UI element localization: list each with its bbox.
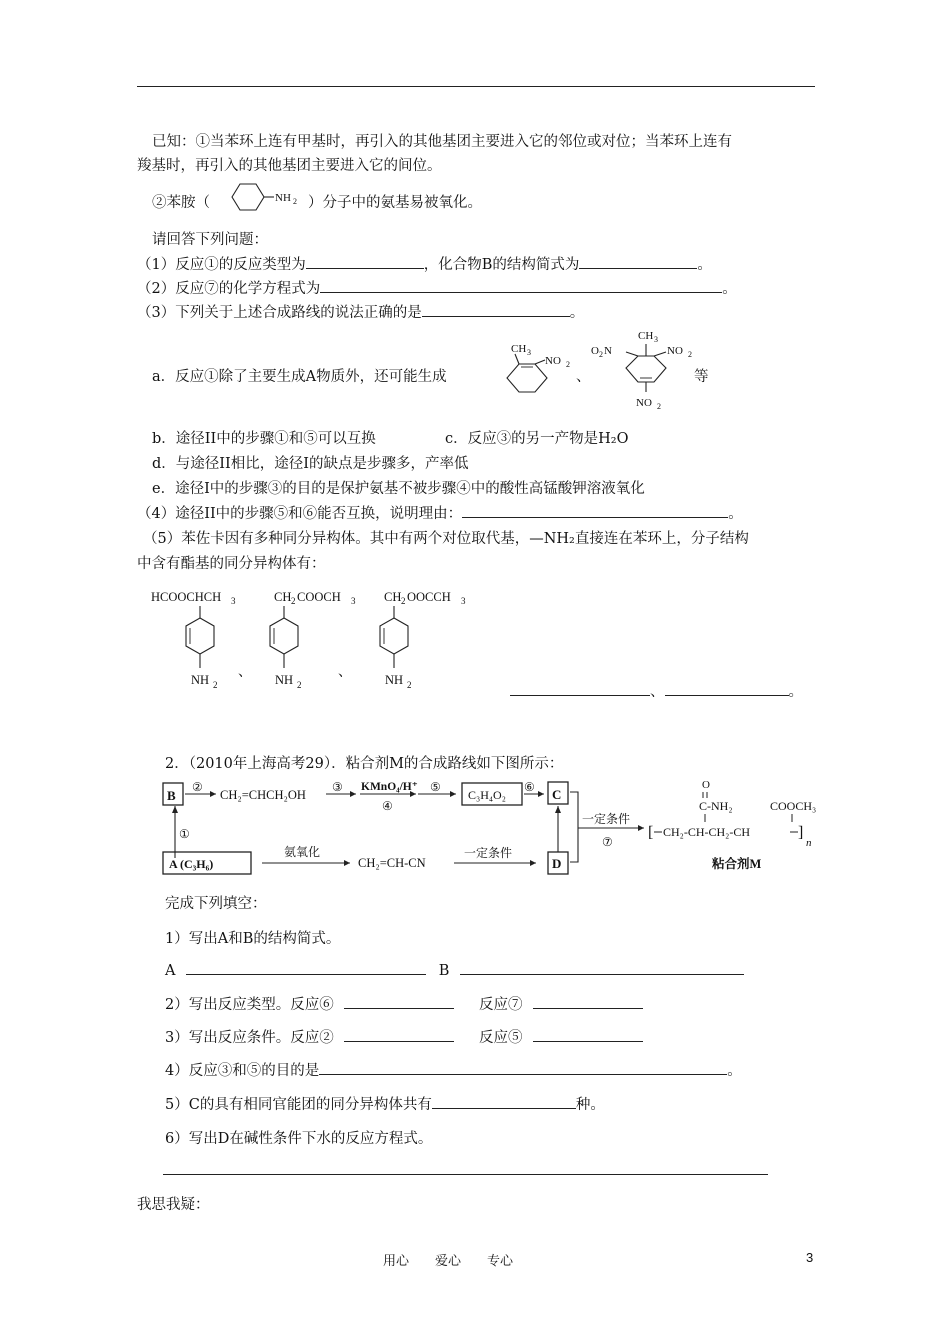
q2-s5-line bbox=[165, 1093, 605, 1114]
scheme-A: A (C₃H₆) bbox=[169, 857, 214, 871]
q2-B-label: B bbox=[438, 963, 450, 979]
scheme-c3h4o2: C₃H₄O₂ bbox=[468, 788, 506, 802]
tnt-o2n-n: N bbox=[604, 345, 612, 357]
sub3-blank[interactable] bbox=[422, 302, 570, 317]
q2-s6-answer-line[interactable] bbox=[163, 1174, 768, 1175]
q2-s4-line bbox=[165, 1059, 742, 1080]
scheme-cond: 一定条件 bbox=[582, 812, 631, 826]
nitro-no2: NO bbox=[545, 355, 561, 367]
isomer-3 bbox=[380, 590, 466, 690]
isomer-2-bottom-sub: 2 bbox=[297, 680, 302, 690]
tnt-o2n-sub: 2 bbox=[599, 350, 603, 359]
scheme-amide-o: O bbox=[702, 779, 710, 791]
sub3-label: （3）下列关于上述合成路线的说法正确的是 bbox=[137, 305, 422, 321]
q2-s1: 1）写出A和B的结构简式。 bbox=[165, 931, 341, 947]
scheme-acrylonitrile: CH₂=CH-CN bbox=[358, 856, 426, 870]
scheme-amide: C-NH₂ bbox=[699, 799, 733, 813]
q2-B-blank[interactable] bbox=[460, 960, 744, 975]
tnt-no2-bottom: NO bbox=[636, 397, 652, 409]
sub5-blank-2[interactable] bbox=[665, 681, 789, 696]
q2-A-label: A bbox=[165, 963, 176, 979]
scheme-step3: ③ bbox=[332, 780, 343, 794]
scheme-cond2: 一定条件 bbox=[464, 846, 513, 860]
q2-s2: 2）写出反应类型。反应⑥ bbox=[165, 997, 334, 1013]
tnt-ch3: CH bbox=[638, 330, 654, 342]
sub4-blank[interactable] bbox=[462, 503, 728, 518]
option-d: d．与途径II相比，途径I的缺点是步骤多，产率低 bbox=[152, 456, 469, 472]
option-c: c．反应③的另一产物是H₂O bbox=[445, 431, 629, 447]
scheme-n: n bbox=[806, 837, 812, 849]
q2-s3: 3）写出反应条件。反应② bbox=[165, 1030, 334, 1046]
q2-s6: 6）写出D在碱性条件下水的反应方程式。 bbox=[165, 1131, 433, 1147]
isomer-3-top-rest: OOCCH bbox=[407, 590, 451, 604]
isomer-sep-1: 、 bbox=[238, 665, 252, 680]
sub1 bbox=[137, 253, 712, 274]
header-rule bbox=[137, 86, 815, 87]
nitro-ch3: CH bbox=[511, 343, 527, 355]
isomer-1-top-sub: 3 bbox=[231, 596, 236, 606]
q2-title: 2．（2010年上海高考29）．粘合剂M的合成路线如下图所示： bbox=[165, 756, 564, 772]
q2-s4-end: 。 bbox=[727, 1063, 742, 1079]
scheme-step5: ⑤ bbox=[430, 780, 441, 794]
nitro-ch3-sub: 3 bbox=[527, 348, 531, 357]
isomer-2-top-sub2: 3 bbox=[351, 596, 356, 606]
sub3-end: 。 bbox=[569, 305, 585, 321]
isomer-1-bottom-sub: 2 bbox=[213, 680, 218, 690]
footer-text: 用心 爱心 专心 bbox=[383, 1254, 514, 1269]
sub1-end: 。 bbox=[697, 257, 712, 273]
scheme-ester: COOCH₃ bbox=[770, 799, 817, 813]
aniline-suffix: ）分子中的氨基易被氧化。 bbox=[308, 195, 482, 211]
isomer-3-top-sub: 2 bbox=[401, 596, 406, 606]
q2-s4-blank[interactable] bbox=[319, 1060, 727, 1075]
sub2 bbox=[137, 277, 737, 298]
q2-s3-blank-2[interactable] bbox=[533, 1027, 643, 1042]
q2-s3b: 反应⑤ bbox=[478, 1030, 523, 1046]
option-a-sep: 、 bbox=[576, 369, 591, 385]
isomer-structures bbox=[148, 584, 488, 694]
isomer-3-top-sub2: 3 bbox=[461, 596, 466, 606]
sub1-b: ，化合物B的结构简式为 bbox=[423, 257, 580, 273]
scheme-chain: CH₂-CH-CH₂-CH bbox=[663, 825, 751, 839]
sub4-label: （4）途径II中的步骤⑤和⑥能否互换，说明理由： bbox=[137, 506, 463, 522]
isomer-3-bottom: NH bbox=[385, 673, 404, 687]
tnt-ch3-sub: 3 bbox=[654, 335, 658, 344]
q2-s2b: 反应⑦ bbox=[478, 997, 523, 1013]
option-a-end: 等 bbox=[694, 369, 709, 385]
tnt-no2-right: NO bbox=[667, 345, 683, 357]
q2-s5-blank[interactable] bbox=[432, 1094, 576, 1109]
sub5-line-1: （5）苯佐卡因有多种同分异构体。其中有两个对位取代基，—NH₂直接连在苯环上，分子结构 bbox=[143, 531, 749, 547]
scheme-step4: ④ bbox=[382, 799, 393, 813]
scheme-C: C bbox=[552, 787, 562, 802]
scheme-ammox: 氨氧化 bbox=[284, 845, 321, 859]
o-nitrotoluene-structure bbox=[495, 336, 585, 414]
q2-s4: 4）反应③和⑤的目的是 bbox=[165, 1063, 320, 1079]
q2-A-blank[interactable] bbox=[186, 960, 426, 975]
sub1-blank-1[interactable] bbox=[306, 254, 424, 269]
q2-s5-end: 种。 bbox=[575, 1097, 605, 1113]
sub4-end: 。 bbox=[728, 506, 743, 522]
nitro-no2-sub: 2 bbox=[566, 360, 570, 369]
sub5-end: 。 bbox=[788, 684, 803, 700]
isomer-3-top: CH bbox=[384, 590, 402, 604]
q2-s2-blank-2[interactable] bbox=[533, 994, 643, 1009]
reflection-label: 我思我疑： bbox=[137, 1197, 210, 1213]
known-line-2: 羧基时，再引入的其他基团主要进入它的间位。 bbox=[137, 158, 442, 174]
isomer-2-top: CH bbox=[274, 590, 292, 604]
isomer-1-bottom: NH bbox=[191, 673, 210, 687]
isomer-2-bottom: NH bbox=[275, 673, 294, 687]
page-number: 3 bbox=[806, 1250, 814, 1265]
q2-s2-line bbox=[165, 993, 643, 1014]
isomer-2-top-rest: COOCH bbox=[297, 590, 341, 604]
q1-prompt: 请回答下列问题： bbox=[152, 232, 268, 248]
sub2-blank[interactable] bbox=[320, 278, 722, 293]
scheme-step2: ② bbox=[192, 780, 203, 794]
sub2-label: （2）反应⑦的化学方程式为 bbox=[137, 281, 321, 297]
aniline-prefix: ②苯胺（ bbox=[152, 195, 210, 211]
sub1-blank-2[interactable] bbox=[579, 254, 697, 269]
scheme-D: D bbox=[552, 856, 562, 871]
scheme-step6: ⑥ bbox=[524, 780, 535, 794]
sub1-a: （1）反应①的反应类型为 bbox=[137, 257, 306, 273]
q2-ab-line bbox=[165, 960, 744, 979]
sub5-line-2: 中含有酯基的同分异构体有： bbox=[137, 556, 326, 572]
q2-s3-line bbox=[165, 1026, 643, 1047]
q2-synthesis-scheme bbox=[150, 776, 830, 880]
scheme-step7: ⑦ bbox=[602, 835, 613, 849]
option-a: a．反应①除了主要生成A物质外，还可能生成 bbox=[152, 369, 447, 385]
isomer-3-bottom-sub: 2 bbox=[407, 680, 412, 690]
scheme-kmno4: KMnO₄/H⁺ bbox=[361, 781, 418, 793]
scheme-step1: ① bbox=[179, 827, 190, 841]
isomer-1-top: HCOOCHCH bbox=[151, 590, 222, 604]
aniline-nh2-sub: 2 bbox=[293, 197, 297, 206]
tnt-no2-right-sub: 2 bbox=[688, 350, 692, 359]
sub2-end: 。 bbox=[722, 281, 737, 297]
scheme-M-label: 粘合剂M bbox=[712, 857, 762, 871]
q2-s3-blank-1[interactable] bbox=[344, 1027, 454, 1042]
tnt-no2-bottom-sub: 2 bbox=[657, 402, 661, 411]
tnt-o2n-o: O bbox=[591, 345, 599, 357]
q2-s5: 5）C的具有相同官能团的同分异构体共有 bbox=[165, 1097, 432, 1113]
sub5-blanks bbox=[510, 680, 803, 701]
tnt-structure bbox=[588, 322, 698, 418]
q2-s2-blank-1[interactable] bbox=[344, 994, 454, 1009]
isomer-2-top-sub: 2 bbox=[291, 596, 296, 606]
sub5-blank-1[interactable] bbox=[510, 681, 650, 696]
sub3 bbox=[137, 301, 584, 322]
isomer-1 bbox=[151, 590, 236, 690]
option-e: e．途径I中的步骤③的目的是保护氨基不被步骤④中的酸性高锰酸钾溶液氧化 bbox=[152, 481, 645, 497]
scheme-bracket-left: [ bbox=[648, 824, 654, 841]
option-b: b．途径II中的步骤①和⑤可以互换 bbox=[152, 431, 376, 447]
scheme-allyl: CH₂=CHCH₂OH bbox=[220, 788, 306, 802]
q2-fill: 完成下列填空： bbox=[165, 896, 267, 912]
scheme-bracket-right: ] bbox=[798, 824, 804, 841]
aniline-nh2: NH bbox=[275, 192, 291, 204]
isomer-sep-2: 、 bbox=[338, 665, 352, 680]
known-line-1: 已知：①当苯环上连有甲基时，再引入的其他基团主要进入它的邻位或对位；当苯环上连有 bbox=[152, 134, 732, 150]
sub5-sep: 、 bbox=[650, 684, 665, 700]
sub4 bbox=[137, 502, 743, 523]
scheme-B: B bbox=[167, 788, 176, 803]
